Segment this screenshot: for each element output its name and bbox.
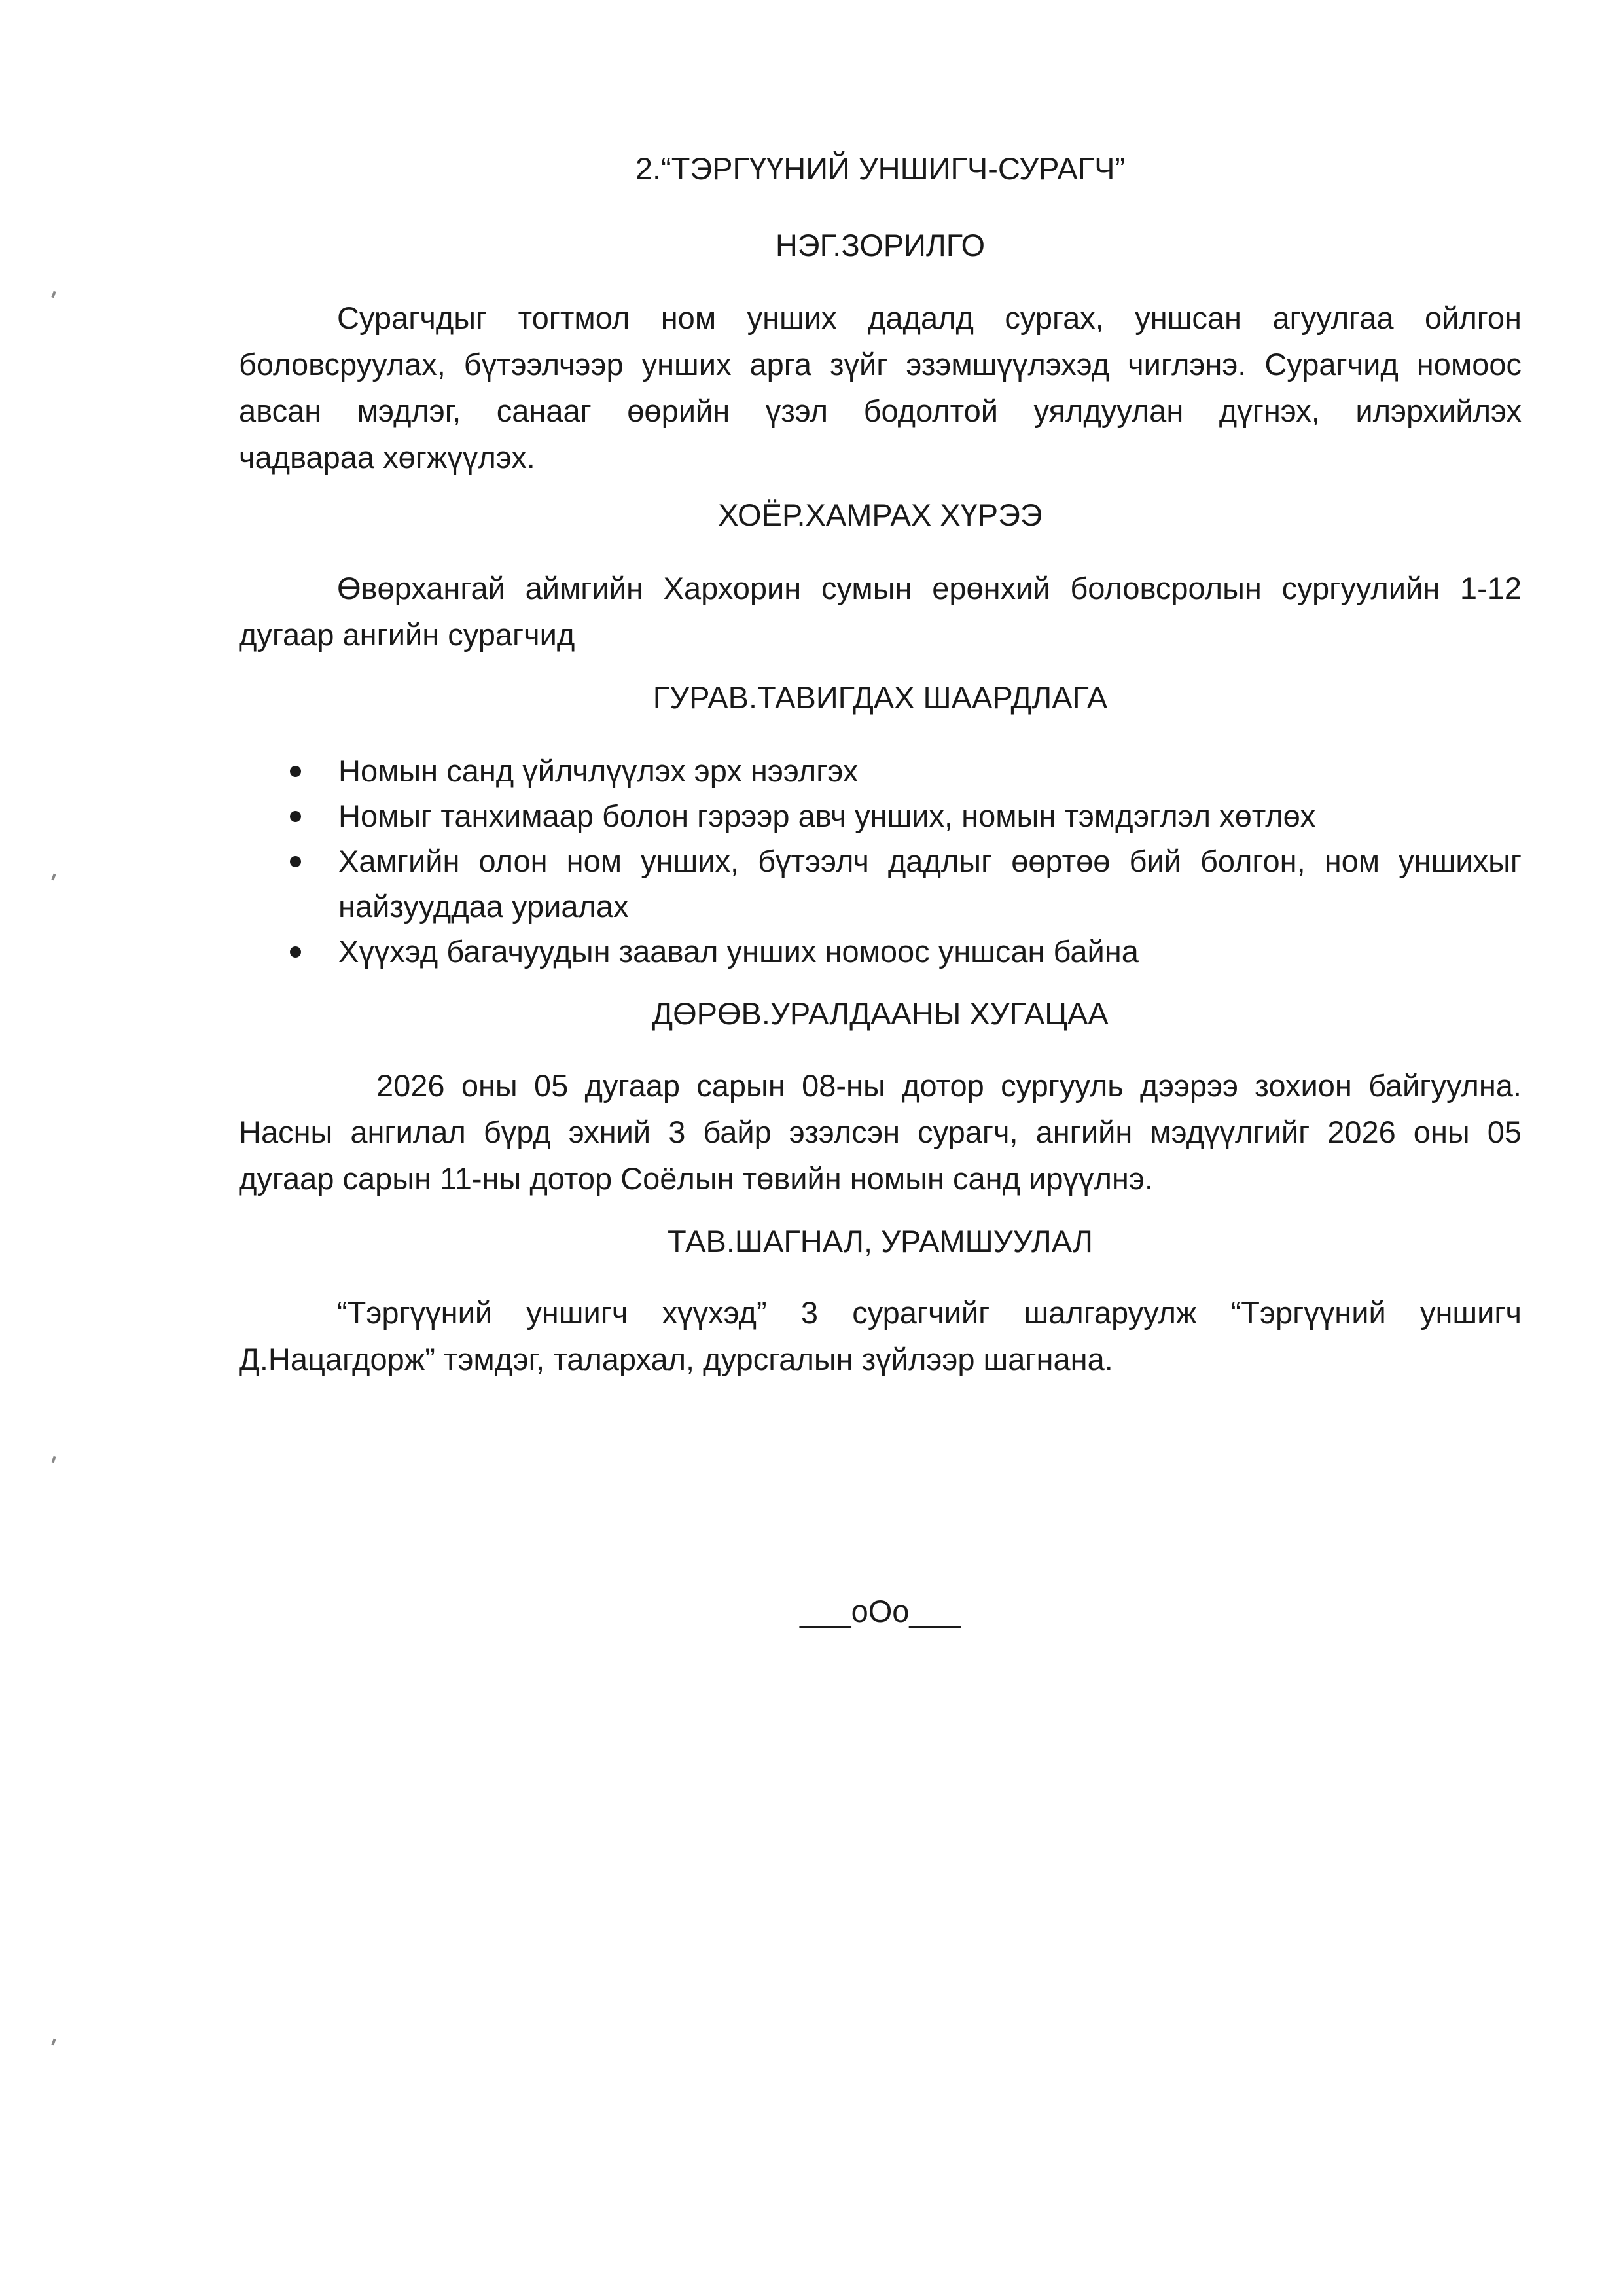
section-body-scope [239,565,1522,658]
paragraph-line: “Тэргүүний уншигч хүүхэд” 3 сурагчийг шалгаруулж “Тэргүүний уншигч [337,1295,1522,1330]
bullet-icon [290,856,301,867]
list-item-text: Хүүхэд багачуудын заавал унших номоос уншсан байна [338,934,1139,969]
section-heading-scope: ХОЁР.ХАМРАХ ХҮРЭЭ [718,497,1043,532]
section-heading-requirements: ГУРАВ.ТАВИГДАХ ШААРДЛАГА [652,680,1108,715]
scan-speck [51,874,56,881]
scan-speck [51,1456,56,1463]
paragraph-line: боловсруулах, бүтээлчээр унших арга зүйг эзэмшүүлэхэд чиглэнэ. Сурагчид номоос [239,347,1522,382]
paragraph-line: дугаар сарын 11-ны дотор Соёлын төвийн номын санд ирүүлнэ. [239,1161,1153,1196]
paragraph-line: Сурагчдыг тогтмол ном унших дадалд сургах, уншсан агуулгаа ойлгон [337,300,1522,335]
list-item [239,929,1522,974]
requirements-list [239,748,1522,974]
section-body-awards [239,1289,1522,1382]
bullet-icon [290,946,301,958]
bullet-icon [290,766,301,777]
paragraph-line: 2026 оны 05 дугаар сарын 08-ны дотор сургууль дээрээ зохион байгуулна. [376,1068,1522,1103]
paragraph-line: дугаар ангийн сурагчид [239,617,575,652]
section-heading-deadline: ДӨРӨВ.УРАЛДААНЫ ХУГАЦАА [652,996,1109,1031]
paragraph-line: авсан мэдлэг, санааг өөрийн үзэл бодолтой уялдуулан дүгнэх, илэрхийлэх [239,393,1522,428]
document-title: 2.“ТЭРГҮҮНИЙ УНШИГЧ-СУРАГЧ” [635,151,1126,186]
paragraph-line: чадвараа хөгжүүлэх. [239,440,535,475]
bullet-icon [290,811,301,822]
list-item-text: Номыг танхимаар болон гэрээр авч унших, номын тэмдэглэл хөтлөх [338,798,1316,833]
scan-speck [51,291,56,298]
list-item-text: Хамгийн олон ном унших, бүтээлч дадлыг өөртөө бий болгон, ном уншихыг [338,844,1522,878]
list-item-text: Номын санд үйлчлүүлэх эрх нээлгэх [338,753,859,788]
list-item-text: найзууддаа уриалах [338,889,629,924]
scan-speck [51,2039,56,2046]
section-heading-awards: ТАВ.ШАГНАЛ, УРАМШУУЛАЛ [668,1224,1093,1259]
list-item [239,748,1522,793]
closing-ornament: ___оОо___ [800,1594,961,1628]
section-body-goal [239,295,1522,480]
section-heading-goal: НЭГ.ЗОРИЛГО [775,228,986,262]
paragraph-line: Насны ангилал бүрд эхний 3 байр эзэлсэн сурагч, ангийн мэдүүлгийг 2026 оны 05 [239,1115,1522,1149]
list-item [239,793,1522,838]
paragraph-line: Өвөрхангай аймгийн Хархорин сумын ерөнхий боловсролын сургуулийн 1-12 [337,571,1522,605]
list-item [239,838,1522,929]
paragraph-line: Д.Нацагдорж” тэмдэг, талархал, дурсгалын зүйлээр шагнана. [239,1342,1113,1376]
section-body-deadline [239,1062,1522,1202]
